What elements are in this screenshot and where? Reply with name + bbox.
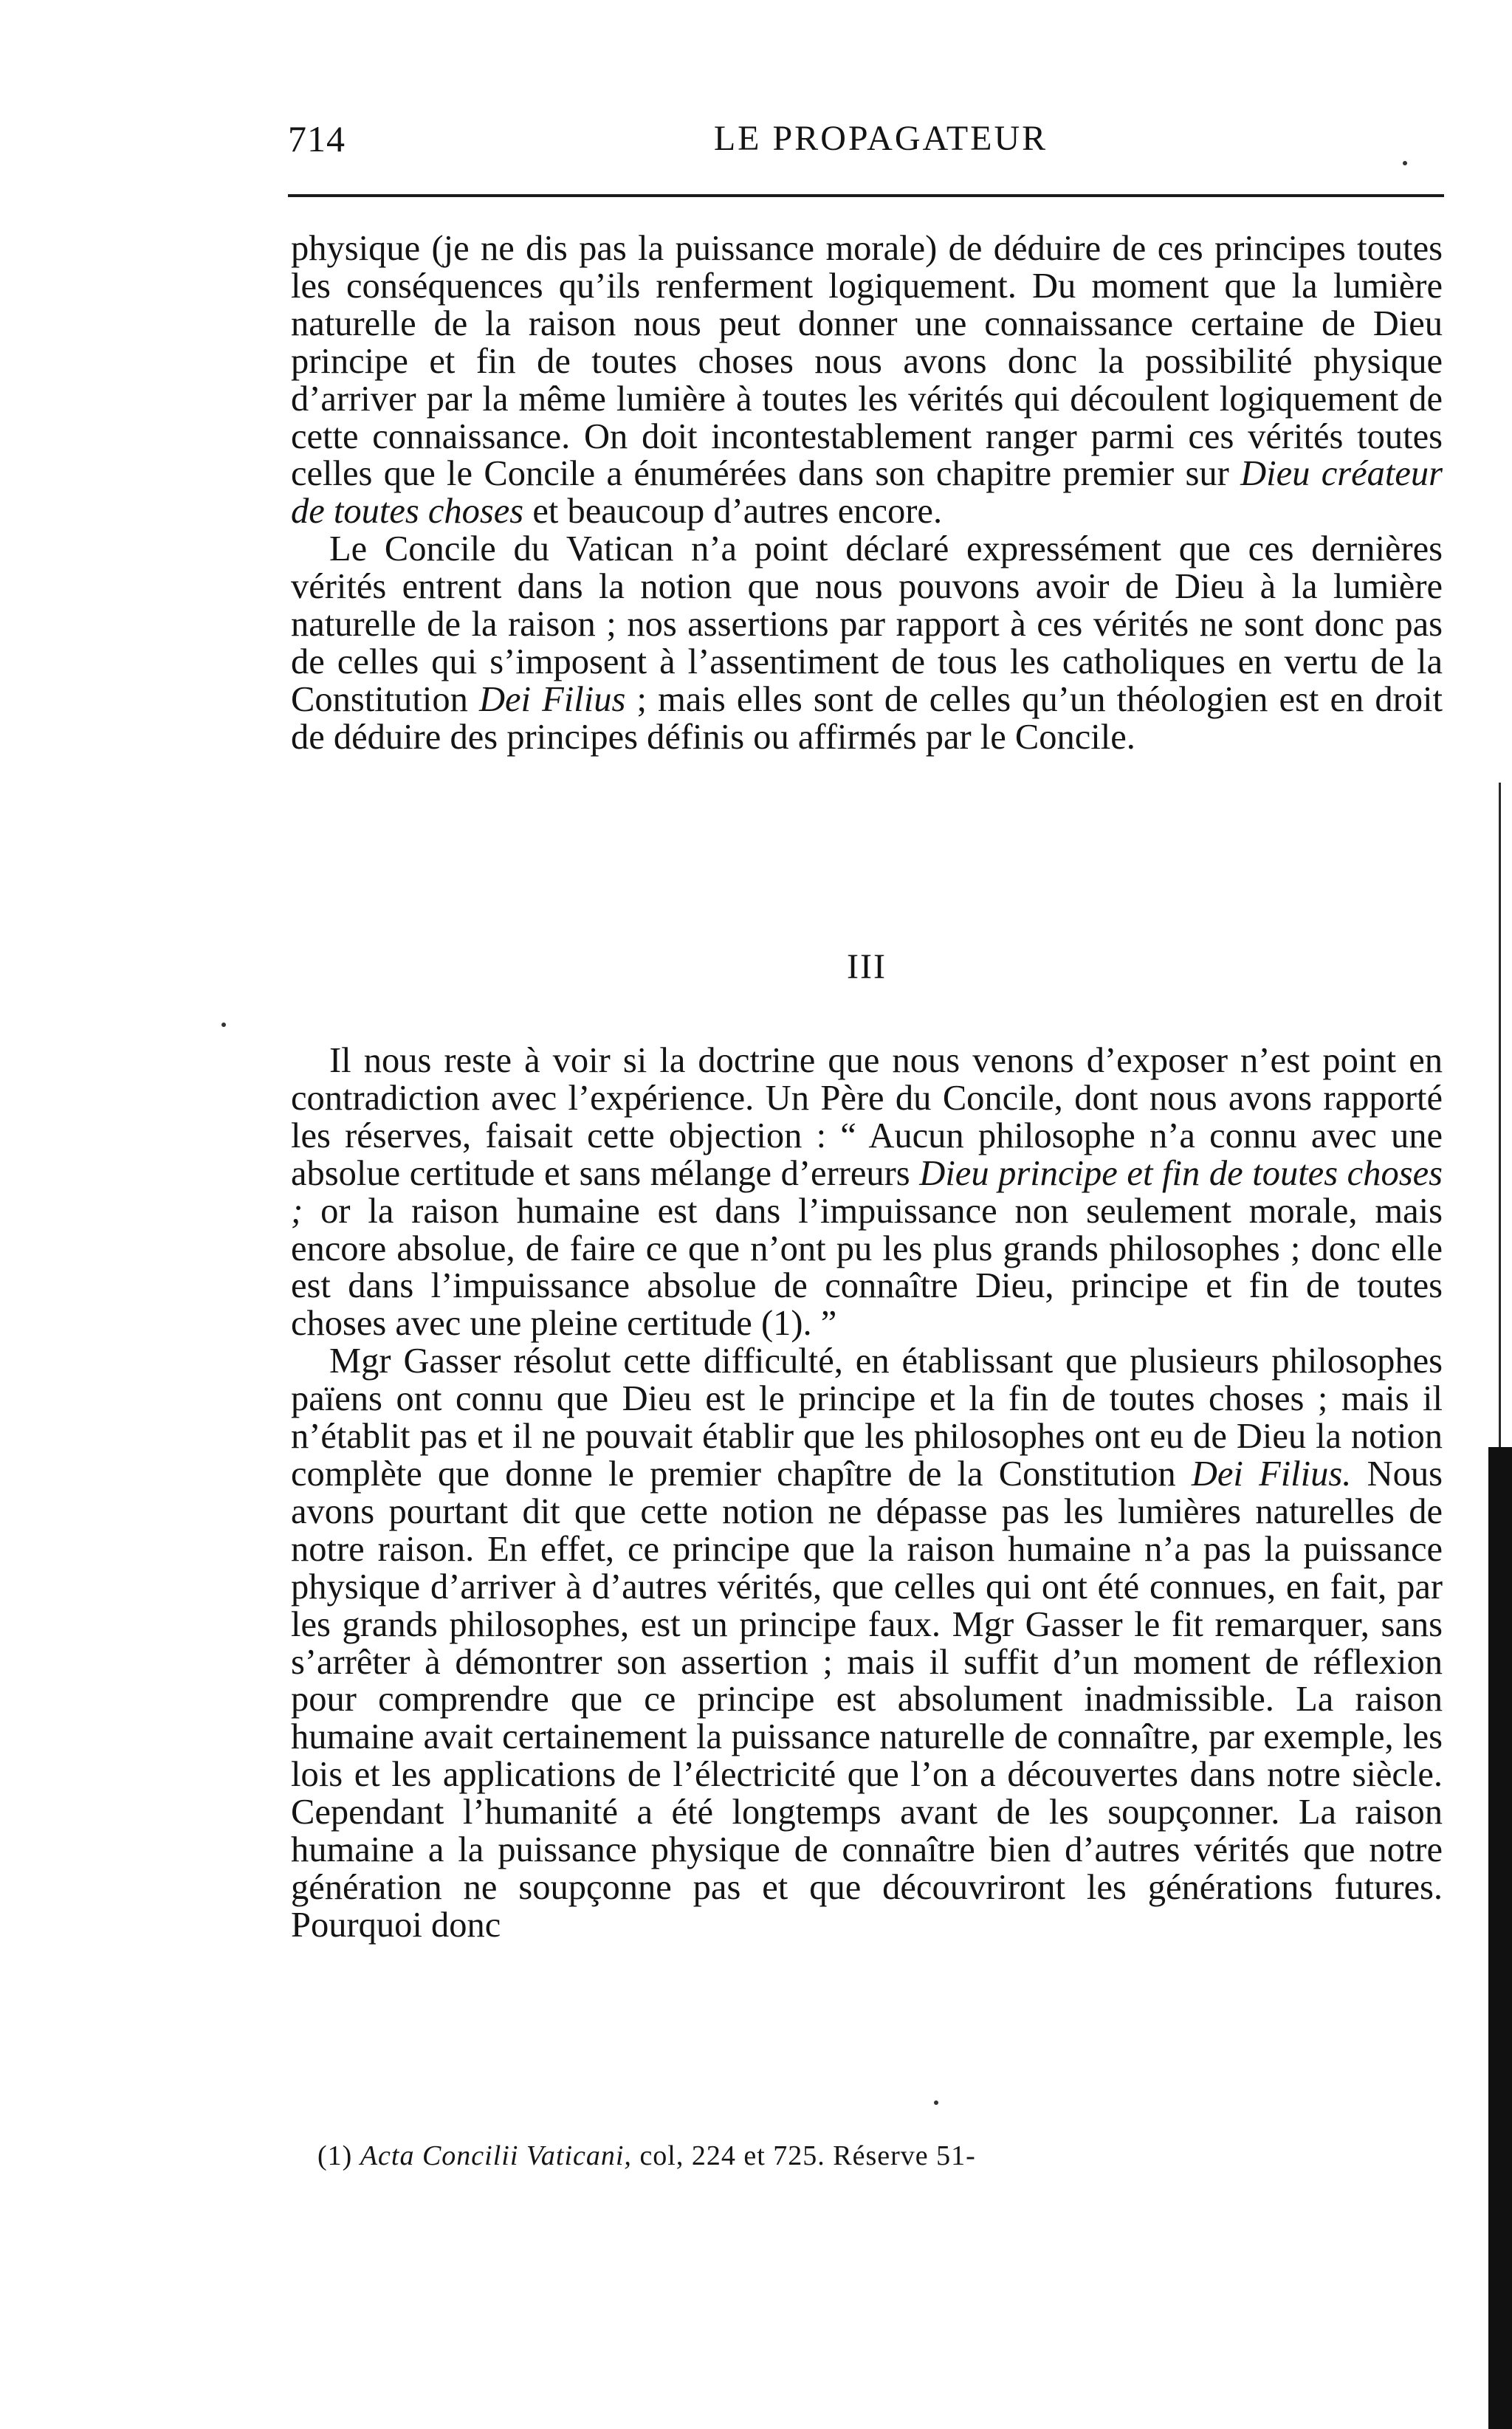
footnote-marker: (1): [317, 2140, 353, 2171]
margin-speck: [221, 1023, 226, 1027]
text-run: Mgr Gasser résolut cette difficulté, en établissant que plusieurs philosophes païens ont connu que Dieu est le principe et la fin de toutes choses ; mais il n’établit pas et il ne pouvait établir que les philosophes ont eu de Dieu la notion complète que donne le premier chapître de la Constitution: [291, 1341, 1443, 1494]
running-title: LE PROPAGATEUR: [713, 119, 1048, 158]
header-rule: [288, 194, 1444, 197]
italic-text: Dieu créateur de toutes choses: [291, 454, 1443, 532]
text-run: et beaucoup d’autres encore.: [523, 492, 943, 532]
section-two-text: [291, 1042, 1443, 1945]
text-run: or la raison humaine est dans l’impuissance non seulement morale, mais encore absolue, de faire ce que n’ont pu les plus grands philosophes ; donc elle est dans l’impuissance absolue de connaître Dieu, principe et fin de toutes choses avec une pleine certitude (1). ”: [291, 1191, 1443, 1344]
paragraph: [291, 1343, 1443, 1945]
footnote: [317, 2137, 1425, 2174]
footnote-italic: Acta Concilii Vaticani,: [360, 2140, 632, 2171]
page-edge-shadow-thin: [1499, 783, 1501, 1447]
paragraph: [291, 1042, 1443, 1343]
italic-text: Dei Filius.: [1191, 1454, 1352, 1494]
paragraph: [291, 230, 1443, 531]
page-number: 714: [288, 118, 346, 159]
page-edge-shadow: [1488, 1447, 1512, 2429]
footnote-text: col, 224 et 725. Réserve 51-: [631, 2140, 976, 2171]
margin-speck: [1403, 161, 1407, 165]
text-run: Le Concile du Vatican n’a point déclaré expressément que ces dernières vérités entrent dans la notion que nous pouvons avoir de Dieu à la lumière naturelle de la raison ; nos assertions par rapport à ces vérités ne sont donc pas de celles qui s’imposent à l’assentiment de tous les catholiques en vertu de la Constitution: [291, 529, 1443, 719]
text-run: Il nous reste à voir si la doctrine que nous venons d’exposer n’est point en contradiction avec l’expérience. Un Père du Concile, dont nous avons rapporté les réserves, faisait cette objection : “ Aucun philosophe n’a connu avec une absolue certitude et sans mélange d’erreurs: [291, 1041, 1443, 1193]
page-header: [288, 117, 1444, 161]
section-heading: III: [847, 947, 887, 986]
section-one-text: [291, 230, 1443, 757]
text-run: ; mais elles sont de celles qu’un théologien est en droit de déduire des principes définis ou affirmés par le Concile.: [291, 679, 1443, 757]
italic-text: Dieu principe et fin de toutes choses ;: [291, 1153, 1443, 1231]
text-run: physique (je ne dis pas la puissance morale) de déduire de ces principes toutes les conséquences qu’ils renferment logiquement. Du moment que la lumière naturelle de la raison nous peut donner une connaissance certaine de Dieu principe et fin de toutes choses nous avons donc la possibilité physique d’arriver par la même lumière à toutes les vérités qui découlent logiquement de cette connaissance. On doit incontestablement ranger parmi ces vérités toutes celles que le Concile a énumérées dans son chapitre premier sur: [291, 229, 1443, 494]
italic-text: Dei Filius: [479, 679, 626, 719]
margin-speck: [934, 2100, 938, 2105]
paragraph: [291, 531, 1443, 756]
text-run: Nous avons pourtant dit que cette notion ne dépasse pas les lumières naturelles de notre raison. En effet, ce principe que la raison humaine n’a pas la puissance physique d’arriver à d’autres vérités, que celles qui ont été connues, en fait, par les grands philosophes, est un principe faux. Mgr Gasser le fit remarquer, sans s’arrêter à démontrer son assertion ; mais il suffit d’un moment de réflexion pour comprendre que ce principe est absolument inadmissible. La raison humaine avait certainement la puissance naturelle de connaître, par exemple, les lois et les applications de l’électricité que l’on a découvertes dans notre siècle. Cependant l’humanité a été longtemps avant de les soupçonner. La raison humaine a la puissance physique de connaître bien d’autres vérités que notre génération ne soupçonne pas et que découvriront les générations futures. Pourquoi donc: [291, 1454, 1443, 1945]
